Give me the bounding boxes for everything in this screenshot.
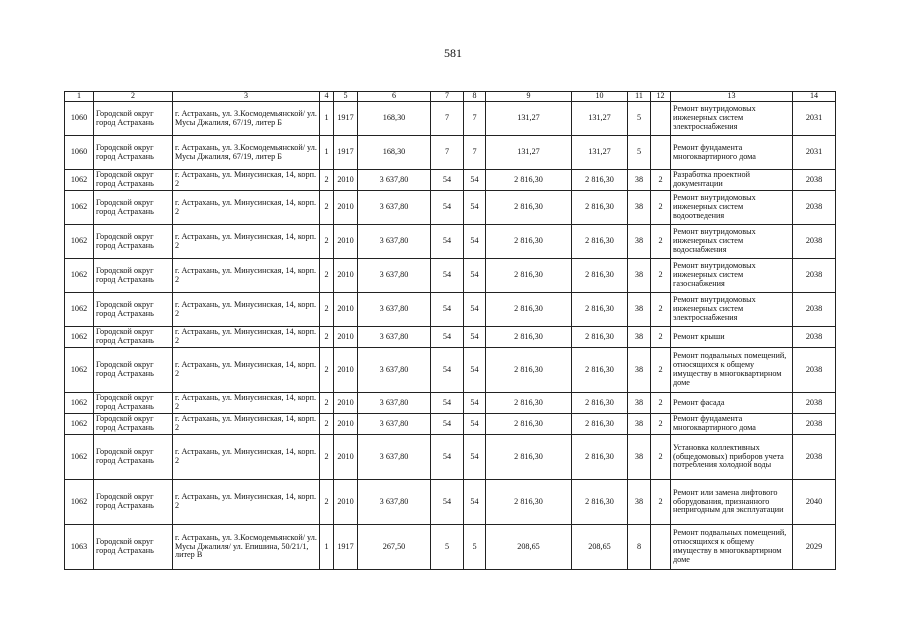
municipality-cell: Городской округ город Астрахань [94, 414, 173, 435]
owned-area-cell: 2 816,30 [572, 393, 628, 414]
table-row [65, 259, 836, 293]
column-header: 13 [671, 92, 793, 102]
entrances-count-cell: 38 [628, 293, 651, 327]
year-built-cell: 2010 [334, 191, 358, 225]
living-area-cell: 131,27 [486, 102, 572, 136]
address-cell: г. Астрахань, ул. Минусинская, 14, корп. 2 [173, 225, 320, 259]
living-area-cell: 2 816,30 [486, 225, 572, 259]
total-area-cell: 3 637,80 [358, 435, 431, 480]
living-area-cell: 2 816,30 [486, 480, 572, 525]
living-area-cell: 2 816,30 [486, 327, 572, 348]
residents-count-cell: 54 [464, 348, 486, 393]
work-type-cell: Ремонт внутридомовых инженерных систем водоснабжения [671, 225, 793, 259]
work-type-cell: Ремонт фасада [671, 393, 793, 414]
total-area-cell: 3 637,80 [358, 259, 431, 293]
row-number-cell: 1062 [65, 259, 94, 293]
floors-cell: 2 [320, 393, 334, 414]
owned-area-cell: 2 816,30 [572, 414, 628, 435]
planned-year-cell: 2040 [793, 480, 836, 525]
owned-area-cell: 2 816,30 [572, 348, 628, 393]
column-header: 12 [651, 92, 671, 102]
municipality-cell: Городской округ город Астрахань [94, 259, 173, 293]
floors-cell: 2 [320, 480, 334, 525]
address-cell: г. Астрахань, ул. Минусинская, 14, корп. 2 [173, 414, 320, 435]
column-number-row [65, 92, 836, 102]
year-built-cell: 2010 [334, 480, 358, 525]
work-type-cell: Ремонт крыши [671, 327, 793, 348]
column-header: 3 [173, 92, 320, 102]
row-number-cell: 1060 [65, 136, 94, 170]
apartments-count-cell: 54 [431, 393, 464, 414]
floors-cell: 2 [320, 259, 334, 293]
living-area-cell: 131,27 [486, 136, 572, 170]
municipality-cell: Городской округ город Астрахань [94, 393, 173, 414]
column-header: 11 [628, 92, 651, 102]
owned-area-cell: 2 816,30 [572, 435, 628, 480]
row-number-cell: 1062 [65, 170, 94, 191]
table-row [65, 480, 836, 525]
entrances-count-cell: 38 [628, 327, 651, 348]
lifts-count-cell: 2 [651, 327, 671, 348]
row-number-cell: 1062 [65, 393, 94, 414]
residents-count-cell: 54 [464, 191, 486, 225]
residents-count-cell: 54 [464, 225, 486, 259]
municipality-cell: Городской округ город Астрахань [94, 480, 173, 525]
owned-area-cell: 131,27 [572, 102, 628, 136]
lifts-count-cell: 2 [651, 293, 671, 327]
table-row [65, 327, 836, 348]
address-cell: г. Астрахань, ул. Минусинская, 14, корп. 2 [173, 480, 320, 525]
planned-year-cell: 2038 [793, 293, 836, 327]
column-header: 8 [464, 92, 486, 102]
apartments-count-cell: 54 [431, 293, 464, 327]
row-number-cell: 1062 [65, 293, 94, 327]
floors-cell: 2 [320, 293, 334, 327]
table-row [65, 136, 836, 170]
address-cell: г. Астрахань, ул. Минусинская, 14, корп. 2 [173, 259, 320, 293]
residents-count-cell: 7 [464, 136, 486, 170]
table-row [65, 225, 836, 259]
table-row [65, 435, 836, 480]
apartments-count-cell: 54 [431, 480, 464, 525]
lifts-count-cell [651, 102, 671, 136]
total-area-cell: 267,50 [358, 525, 431, 570]
apartments-count-cell: 54 [431, 191, 464, 225]
lifts-count-cell: 2 [651, 348, 671, 393]
work-type-cell: Ремонт или замена лифтового оборудования, признанного непригодным для эксплуатации [671, 480, 793, 525]
floors-cell: 2 [320, 170, 334, 191]
apartments-count-cell: 54 [431, 327, 464, 348]
living-area-cell: 208,65 [486, 525, 572, 570]
work-type-cell: Ремонт подвальных помещений, относящихся к общему имуществу в многоквартирном доме [671, 525, 793, 570]
apartments-count-cell: 54 [431, 348, 464, 393]
municipality-cell: Городской округ город Астрахань [94, 102, 173, 136]
total-area-cell: 3 637,80 [358, 191, 431, 225]
row-number-cell: 1062 [65, 348, 94, 393]
page-number: 581 [444, 46, 462, 60]
planned-year-cell: 2038 [793, 191, 836, 225]
municipality-cell: Городской округ город Астрахань [94, 525, 173, 570]
living-area-cell: 2 816,30 [486, 191, 572, 225]
living-area-cell: 2 816,30 [486, 259, 572, 293]
table-row [65, 170, 836, 191]
year-built-cell: 2010 [334, 348, 358, 393]
owned-area-cell: 131,27 [572, 136, 628, 170]
total-area-cell: 3 637,80 [358, 480, 431, 525]
year-built-cell: 1917 [334, 136, 358, 170]
apartments-count-cell: 5 [431, 525, 464, 570]
total-area-cell: 3 637,80 [358, 225, 431, 259]
table-row [65, 191, 836, 225]
apartments-count-cell: 54 [431, 259, 464, 293]
work-type-cell: Ремонт внутридомовых инженерных систем газоснабжения [671, 259, 793, 293]
address-cell: г. Астрахань, ул. Минусинская, 14, корп. 2 [173, 191, 320, 225]
living-area-cell: 2 816,30 [486, 393, 572, 414]
column-header: 14 [793, 92, 836, 102]
year-built-cell: 2010 [334, 393, 358, 414]
year-built-cell: 2010 [334, 225, 358, 259]
planned-year-cell: 2029 [793, 525, 836, 570]
table-row [65, 102, 836, 136]
residents-count-cell: 7 [464, 102, 486, 136]
row-number-cell: 1062 [65, 225, 94, 259]
owned-area-cell: 2 816,30 [572, 259, 628, 293]
floors-cell: 2 [320, 191, 334, 225]
address-cell: г. Астрахань, ул. Минусинская, 14, корп. 2 [173, 393, 320, 414]
residents-count-cell: 54 [464, 293, 486, 327]
address-cell: г. Астрахань, ул. Минусинская, 14, корп. 2 [173, 348, 320, 393]
year-built-cell: 2010 [334, 293, 358, 327]
living-area-cell: 2 816,30 [486, 170, 572, 191]
floors-cell: 2 [320, 435, 334, 480]
floors-cell: 1 [320, 136, 334, 170]
column-header: 10 [572, 92, 628, 102]
owned-area-cell: 2 816,30 [572, 225, 628, 259]
address-cell: г. Астрахань, ул. Минусинская, 14, корп. 2 [173, 170, 320, 191]
living-area-cell: 2 816,30 [486, 348, 572, 393]
lifts-count-cell: 2 [651, 435, 671, 480]
row-number-cell: 1062 [65, 435, 94, 480]
capital-repair-table [64, 91, 836, 570]
entrances-count-cell: 38 [628, 393, 651, 414]
row-number-cell: 1060 [65, 102, 94, 136]
planned-year-cell: 2031 [793, 136, 836, 170]
floors-cell: 2 [320, 348, 334, 393]
planned-year-cell: 2031 [793, 102, 836, 136]
residents-count-cell: 5 [464, 525, 486, 570]
row-number-cell: 1063 [65, 525, 94, 570]
residents-count-cell: 54 [464, 327, 486, 348]
residents-count-cell: 54 [464, 435, 486, 480]
municipality-cell: Городской округ город Астрахань [94, 348, 173, 393]
residents-count-cell: 54 [464, 259, 486, 293]
table-row [65, 414, 836, 435]
row-number-cell: 1062 [65, 191, 94, 225]
owned-area-cell: 2 816,30 [572, 170, 628, 191]
living-area-cell: 2 816,30 [486, 293, 572, 327]
total-area-cell: 3 637,80 [358, 327, 431, 348]
owned-area-cell: 2 816,30 [572, 480, 628, 525]
address-cell: г. Астрахань, ул. З.Космодемьянской/ ул. Мусы Джалиля/ ул. Епишина, 50/21/1, литер В [173, 525, 320, 570]
work-type-cell: Установка коллективных (общедомовых) приборов учета потребления холодной воды [671, 435, 793, 480]
floors-cell: 1 [320, 525, 334, 570]
entrances-count-cell: 5 [628, 102, 651, 136]
work-type-cell: Ремонт фундамента многоквартирного дома [671, 136, 793, 170]
apartments-count-cell: 7 [431, 102, 464, 136]
residents-count-cell: 54 [464, 480, 486, 525]
municipality-cell: Городской округ город Астрахань [94, 225, 173, 259]
table-row [65, 348, 836, 393]
total-area-cell: 3 637,80 [358, 414, 431, 435]
planned-year-cell: 2038 [793, 393, 836, 414]
owned-area-cell: 208,65 [572, 525, 628, 570]
year-built-cell: 2010 [334, 259, 358, 293]
entrances-count-cell: 38 [628, 480, 651, 525]
table-row [65, 393, 836, 414]
lifts-count-cell: 2 [651, 170, 671, 191]
apartments-count-cell: 54 [431, 435, 464, 480]
municipality-cell: Городской округ город Астрахань [94, 435, 173, 480]
table-row [65, 525, 836, 570]
municipality-cell: Городской округ город Астрахань [94, 191, 173, 225]
row-number-cell: 1062 [65, 480, 94, 525]
year-built-cell: 2010 [334, 414, 358, 435]
work-type-cell: Ремонт внутридомовых инженерных систем электроснабжения [671, 293, 793, 327]
address-cell: г. Астрахань, ул. Минусинская, 14, корп. 2 [173, 293, 320, 327]
apartments-count-cell: 54 [431, 225, 464, 259]
planned-year-cell: 2038 [793, 435, 836, 480]
column-header: 4 [320, 92, 334, 102]
planned-year-cell: 2038 [793, 348, 836, 393]
planned-year-cell: 2038 [793, 327, 836, 348]
floors-cell: 2 [320, 414, 334, 435]
column-header: 1 [65, 92, 94, 102]
year-built-cell: 1917 [334, 102, 358, 136]
lifts-count-cell: 2 [651, 191, 671, 225]
floors-cell: 1 [320, 102, 334, 136]
work-type-cell: Разработка проектной документации [671, 170, 793, 191]
owned-area-cell: 2 816,30 [572, 293, 628, 327]
column-header: 2 [94, 92, 173, 102]
municipality-cell: Городской округ город Астрахань [94, 327, 173, 348]
address-cell: г. Астрахань, ул. З.Космодемьянской/ ул. Мусы Джалиля, 67/19, литер Б [173, 136, 320, 170]
residents-count-cell: 54 [464, 393, 486, 414]
lifts-count-cell [651, 525, 671, 570]
lifts-count-cell: 2 [651, 393, 671, 414]
address-cell: г. Астрахань, ул. Минусинская, 14, корп. 2 [173, 327, 320, 348]
planned-year-cell: 2038 [793, 414, 836, 435]
owned-area-cell: 2 816,30 [572, 327, 628, 348]
table-row [65, 293, 836, 327]
address-cell: г. Астрахань, ул. Минусинская, 14, корп. 2 [173, 435, 320, 480]
year-built-cell: 1917 [334, 525, 358, 570]
living-area-cell: 2 816,30 [486, 435, 572, 480]
column-header: 6 [358, 92, 431, 102]
entrances-count-cell: 38 [628, 414, 651, 435]
entrances-count-cell: 5 [628, 136, 651, 170]
floors-cell: 2 [320, 225, 334, 259]
apartments-count-cell: 54 [431, 414, 464, 435]
municipality-cell: Городской округ город Астрахань [94, 170, 173, 191]
year-built-cell: 2010 [334, 170, 358, 191]
work-type-cell: Ремонт фундамента многоквартирного дома [671, 414, 793, 435]
row-number-cell: 1062 [65, 414, 94, 435]
total-area-cell: 3 637,80 [358, 393, 431, 414]
lifts-count-cell [651, 136, 671, 170]
owned-area-cell: 2 816,30 [572, 191, 628, 225]
living-area-cell: 2 816,30 [486, 414, 572, 435]
planned-year-cell: 2038 [793, 225, 836, 259]
column-header: 5 [334, 92, 358, 102]
total-area-cell: 168,30 [358, 102, 431, 136]
municipality-cell: Городской округ город Астрахань [94, 293, 173, 327]
lifts-count-cell: 2 [651, 225, 671, 259]
entrances-count-cell: 38 [628, 225, 651, 259]
lifts-count-cell: 2 [651, 414, 671, 435]
entrances-count-cell: 38 [628, 170, 651, 191]
apartments-count-cell: 54 [431, 170, 464, 191]
address-cell: г. Астрахань, ул. З.Космодемьянской/ ул. Мусы Джалиля, 67/19, литер Б [173, 102, 320, 136]
municipality-cell: Городской округ город Астрахань [94, 136, 173, 170]
total-area-cell: 3 637,80 [358, 348, 431, 393]
year-built-cell: 2010 [334, 435, 358, 480]
apartments-count-cell: 7 [431, 136, 464, 170]
planned-year-cell: 2038 [793, 259, 836, 293]
work-type-cell: Ремонт подвальных помещений, относящихся к общему имуществу в многоквартирном доме [671, 348, 793, 393]
residents-count-cell: 54 [464, 414, 486, 435]
total-area-cell: 3 637,80 [358, 293, 431, 327]
entrances-count-cell: 8 [628, 525, 651, 570]
work-type-cell: Ремонт внутридомовых инженерных систем водоотведения [671, 191, 793, 225]
row-number-cell: 1062 [65, 327, 94, 348]
column-header: 7 [431, 92, 464, 102]
total-area-cell: 168,30 [358, 136, 431, 170]
entrances-count-cell: 38 [628, 435, 651, 480]
residents-count-cell: 54 [464, 170, 486, 191]
work-type-cell: Ремонт внутридомовых инженерных систем электроснабжения [671, 102, 793, 136]
year-built-cell: 2010 [334, 327, 358, 348]
planned-year-cell: 2038 [793, 170, 836, 191]
entrances-count-cell: 38 [628, 259, 651, 293]
column-header: 9 [486, 92, 572, 102]
floors-cell: 2 [320, 327, 334, 348]
entrances-count-cell: 38 [628, 348, 651, 393]
total-area-cell: 3 637,80 [358, 170, 431, 191]
entrances-count-cell: 38 [628, 191, 651, 225]
lifts-count-cell: 2 [651, 480, 671, 525]
lifts-count-cell: 2 [651, 259, 671, 293]
